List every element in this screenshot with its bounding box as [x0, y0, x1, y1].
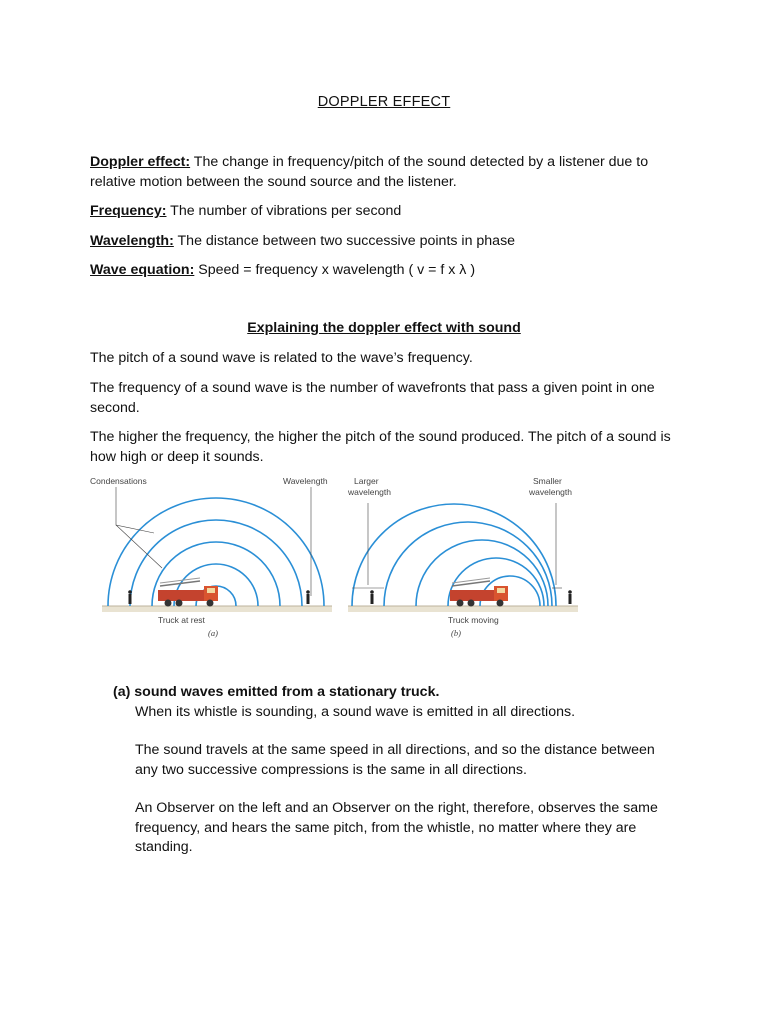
definition-term: Frequency: — [90, 203, 167, 219]
fire-truck-icon — [450, 578, 508, 607]
panel-truck-at-rest — [90, 476, 332, 638]
definition-frequency — [90, 201, 690, 221]
caption-truck-at-rest: Truck at rest — [158, 615, 205, 625]
definition-term: Wave equation: — [90, 262, 195, 278]
paragraph: When its whistle is sounding, a sound wave is emitted in all directions. — [135, 704, 576, 720]
paragraph: An Observer on the left and an Observer on the right, therefore, observes the same frequency, and hears the same pitch, from the whistle, no matter where they are standing. — [135, 800, 658, 855]
page-title: DOPPLER EFFECT — [317, 94, 451, 110]
label-smaller-wavelength: wavelength — [529, 487, 573, 497]
paragraph: The sound travels at the same speed in all directions, and so the distance between any two successive compressions is the same in all directions. — [135, 742, 655, 778]
label-larger-wavelength: wavelength — [348, 487, 392, 497]
definition-term: Wavelength: — [90, 233, 174, 249]
definition-text: The change in frequency/pitch of the sound detected by a listener due to relative motion between the sound source and the listener. — [90, 154, 649, 190]
fire-truck-icon — [158, 578, 218, 607]
subfigure-label-b: (b) — [451, 628, 461, 638]
definition-text: Speed = frequency x wavelength ( v = f x λ ) — [194, 262, 476, 278]
label-larger: Larger — [354, 476, 379, 486]
definition-term: Doppler effect: — [90, 154, 191, 170]
subfigure-label-a: (a) — [208, 628, 218, 638]
ground — [348, 606, 578, 612]
definition-wavelength — [90, 231, 690, 251]
paragraph: The pitch of a sound wave is related to the wave’s frequency. — [90, 350, 473, 366]
label-wavelength: Wavelength — [283, 476, 328, 486]
case-a-heading: (a) sound waves emitted from a stationary truck. — [113, 684, 440, 700]
listener-icon — [128, 590, 310, 604]
doppler-figure — [86, 473, 586, 653]
panel-truck-moving — [347, 476, 578, 638]
label-condensations: Condensations — [90, 476, 147, 486]
doppler-diagram — [86, 473, 586, 653]
paragraph: The frequency of a sound wave is the number of wavefronts that pass a given point in one second. — [90, 380, 655, 416]
definition-wave-equation — [90, 260, 690, 280]
caption-truck-moving: Truck moving — [448, 615, 499, 625]
paragraph: The higher the frequency, the higher the pitch of the sound produced. The pitch of a sound is how high or deep it sounds. — [90, 429, 671, 465]
section-heading: Explaining the doppler effect with sound — [247, 320, 521, 336]
definition-text: The distance between two successive points in phase — [173, 233, 516, 249]
label-smaller: Smaller — [533, 476, 562, 486]
definition-text: The number of vibrations per second — [166, 203, 402, 219]
ground — [102, 606, 332, 612]
definition-doppler-effect — [90, 152, 690, 192]
